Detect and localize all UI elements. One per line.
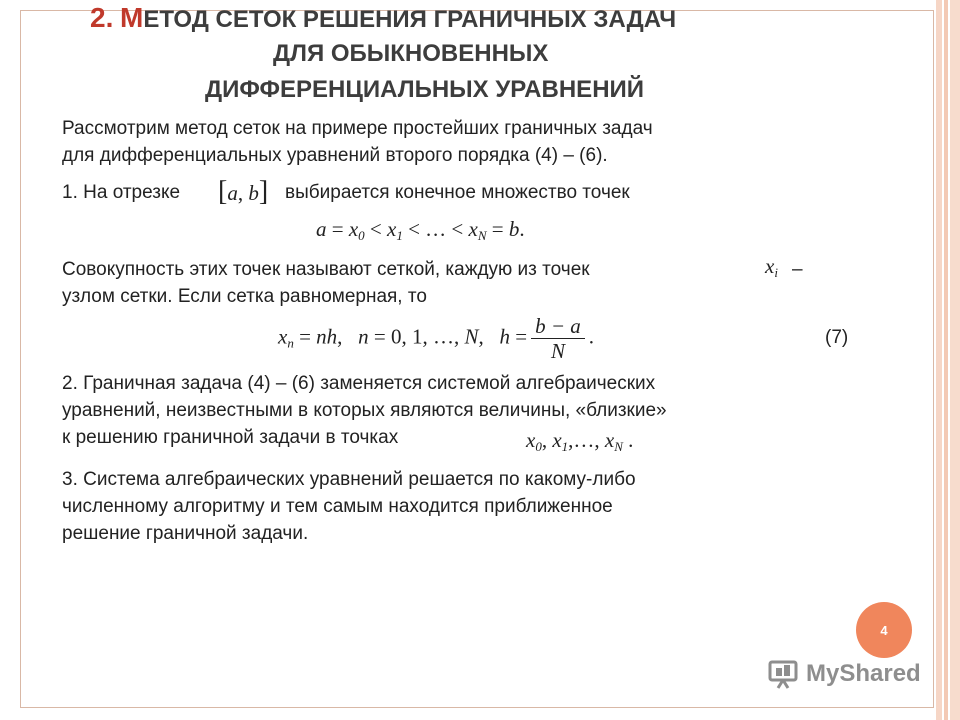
title-rest: ЕТОД СЕТОК РЕШЕНИЯ ГРАНИЧНЫХ ЗАДАЧ: [143, 6, 677, 33]
slide-number-badge: [856, 602, 912, 658]
step1-prefix: 1. На отрезке: [62, 182, 181, 203]
step2-line-2: уравнений, неизвестными в которых являются величины, «близкие»: [62, 400, 667, 421]
step3-line-2: численному алгоритму и тем самым находится приближенное: [62, 496, 613, 517]
grid-points-formula: $a = x_0 < x_1$ < … < $x_N = b$.: [316, 217, 525, 243]
step2-line-1: 2. Граничная задача (4) – (6) заменяется системой алгебраических: [62, 373, 656, 394]
interval-formula: [a, b]: [218, 176, 269, 207]
title-line-3: ДИФФЕРЕНЦИАЛЬНЫХ УРАВНЕНИЙ: [205, 76, 645, 103]
watermark-text: MyShared: [806, 660, 921, 687]
decor-stripe: [936, 0, 942, 720]
title-line-1: [90, 2, 676, 36]
step1-suffix: выбирается конечное множество точек: [285, 182, 630, 203]
presentation-icon: [768, 659, 802, 689]
grid-dash: –: [792, 259, 803, 280]
step3-line-1: 3. Система алгебраических уравнений решается по какому-либо: [62, 469, 636, 490]
uniform-grid-formula: $x_n$ = nh, n = 0, 1, …, N, h = $\frac{b - a}{N}$ .: [278, 314, 595, 363]
step3-line-3: решение граничной задачи.: [62, 523, 309, 544]
title-number: 2.: [90, 2, 114, 33]
grid-line-2: узлом сетки. Если сетка равномерная, то: [62, 286, 427, 307]
slide-number: 4: [880, 622, 888, 638]
node-symbol: $x_i$: [765, 254, 778, 280]
intro-line-1: Рассмотрим метод сеток на примере простейших граничных задач: [62, 118, 653, 139]
grid-line-1: Совокупность этих точек называют сеткой, каждую из точек: [62, 259, 590, 280]
step2-line-3: к решению граничной задачи в точках: [62, 427, 399, 448]
watermark-logo: [768, 657, 921, 691]
title-initial: М: [120, 2, 144, 33]
equation-number: (7): [825, 327, 849, 348]
intro-line-2: для дифференциальных уравнений второго порядка (4) – (6).: [62, 145, 608, 166]
title-line-2: ДЛЯ ОБЫКНОВЕННЫХ: [273, 40, 549, 67]
decor-stripe: [944, 0, 948, 720]
decor-stripe: [950, 0, 960, 720]
nodes-list-formula: $x_0$, $x_1,\dots$, $x_N$ .: [526, 428, 634, 454]
